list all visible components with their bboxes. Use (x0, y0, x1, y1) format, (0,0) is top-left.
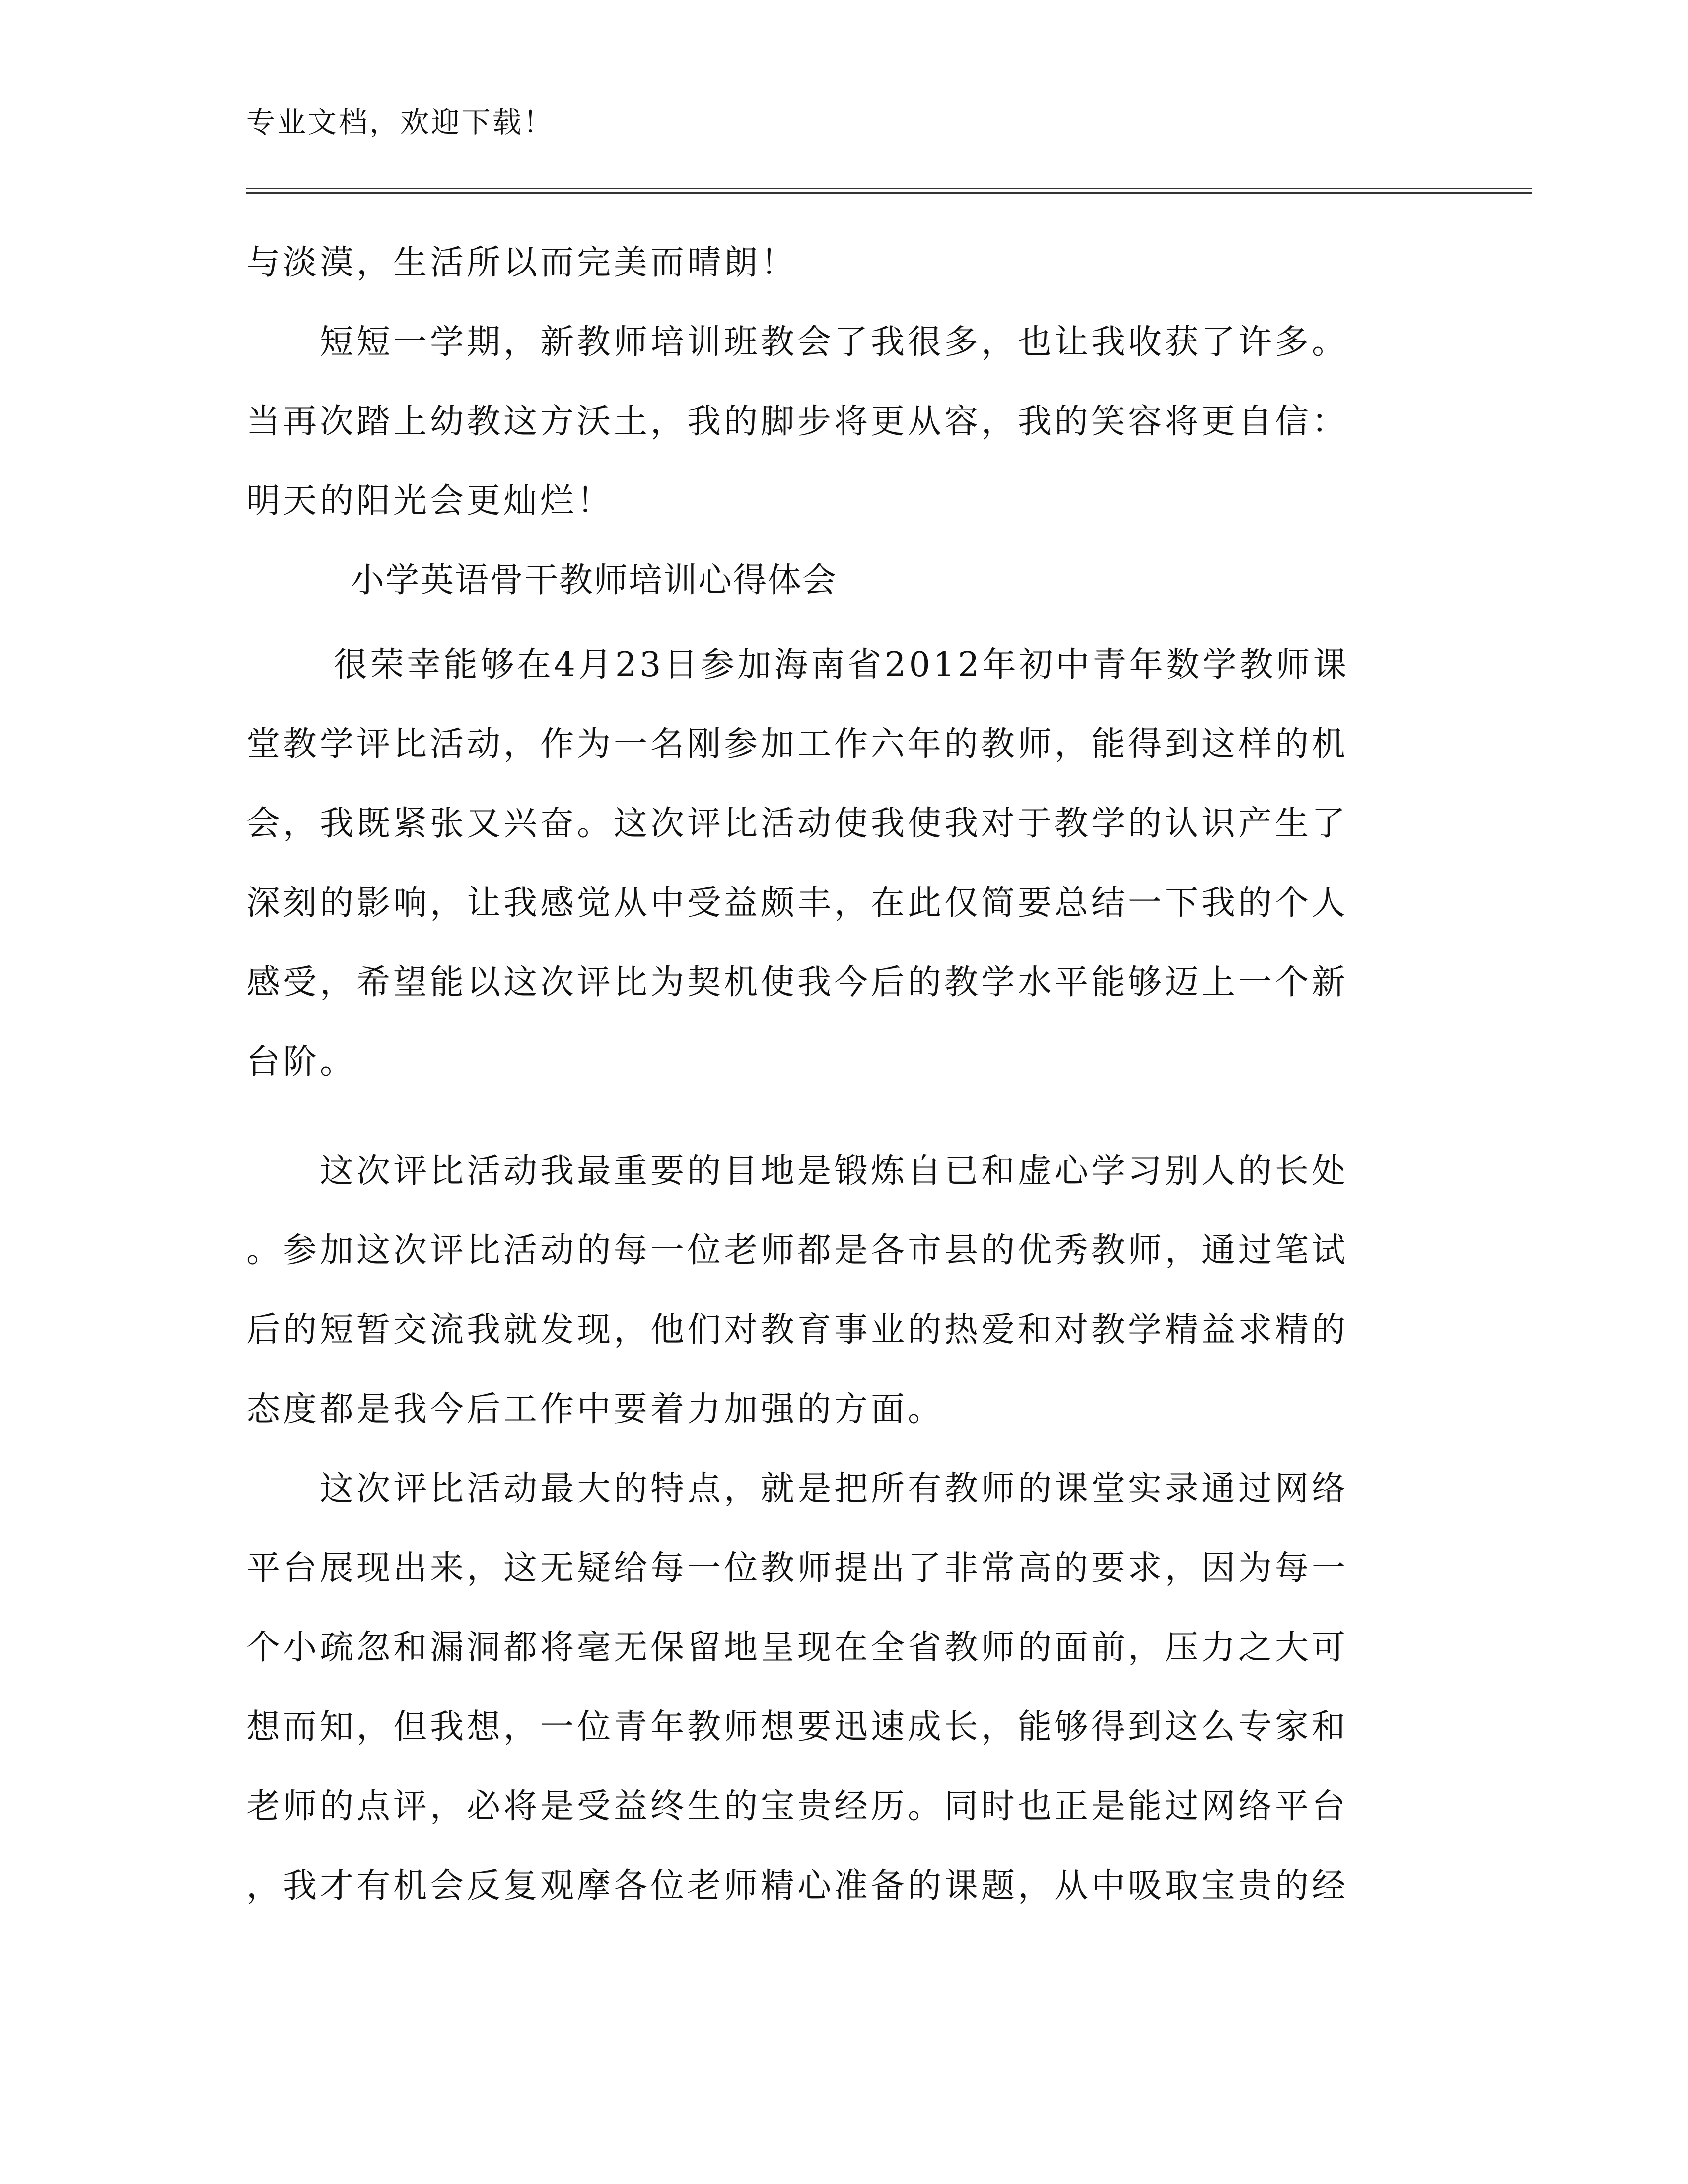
body-line: 明天的阳光会更灿烂！ (246, 481, 614, 521)
body-line: 后的短暂交流我就发现，他们对教育事业的热爱和对教学精益求精的 (246, 1310, 1349, 1350)
body-line: 会，我既紧张又兴奋。这次评比活动使我使我对于教学的认识产生了 (246, 804, 1349, 843)
body-line: 这次评比活动我最重要的目地是锻炼自已和虚心学习别人的长处 (246, 1152, 1349, 1191)
body-line: 这次评比活动最大的特点，就是把所有教师的课堂实录通过网络 (246, 1469, 1349, 1508)
page-header-text: 专业文档，欢迎下载！ (246, 105, 555, 139)
body-line: 深刻的影响，让我感觉从中受益颇丰，在此仅简要总结一下我的个人 (246, 884, 1349, 923)
body-line: 态度都是我今后工作中要着力加强的方面。 (246, 1390, 945, 1429)
body-line: 个小疏忽和漏洞都将毫无保留地呈现在全省教师的面前，压力之大可 (246, 1628, 1349, 1667)
body-line: 与淡漠，生活所以而完美而晴朗！ (246, 243, 798, 282)
body-line: 感受，希望能以这次评比为契机使我今后的教学水平能够迈上一个新 (246, 963, 1349, 1002)
body-line: 。参加这次评比活动的每一位老师都是各市县的优秀教师，通过笔试 (246, 1231, 1349, 1270)
body-line: 想而知，但我想，一位青年教师想要迅速成长，能够得到这么专家和 (246, 1707, 1349, 1747)
header-divider (246, 188, 1532, 194)
body-line: 很荣幸能够在4月23日参加海南省2012年初中青年数学教师课 (246, 645, 1350, 684)
body-line: 台阶。 (246, 1042, 357, 1082)
body-line: 老师的点评，必将是受益终生的宝贵经历。同时也正是能过网络平台 (246, 1787, 1349, 1826)
body-line: 平台展现出来，这无疑给每一位教师提出了非常高的要求，因为每一 (246, 1549, 1349, 1588)
body-line: 短短一学期，新教师培训班教会了我很多，也让我收获了许多。 (246, 323, 1349, 362)
section-title: 小学英语骨干教师培训心得体会 (246, 561, 838, 600)
body-line: ，我才有机会反复观摩各位老师精心准备的课题，从中吸取宝贵的经 (246, 1866, 1349, 1906)
body-line: 堂教学评比活动，作为一名刚参加工作六年的教师，能得到这样的机 (246, 725, 1349, 764)
body-line: 当再次踏上幼教这方沃土，我的脚步将更从容，我的笑容将更自信： (246, 402, 1349, 441)
